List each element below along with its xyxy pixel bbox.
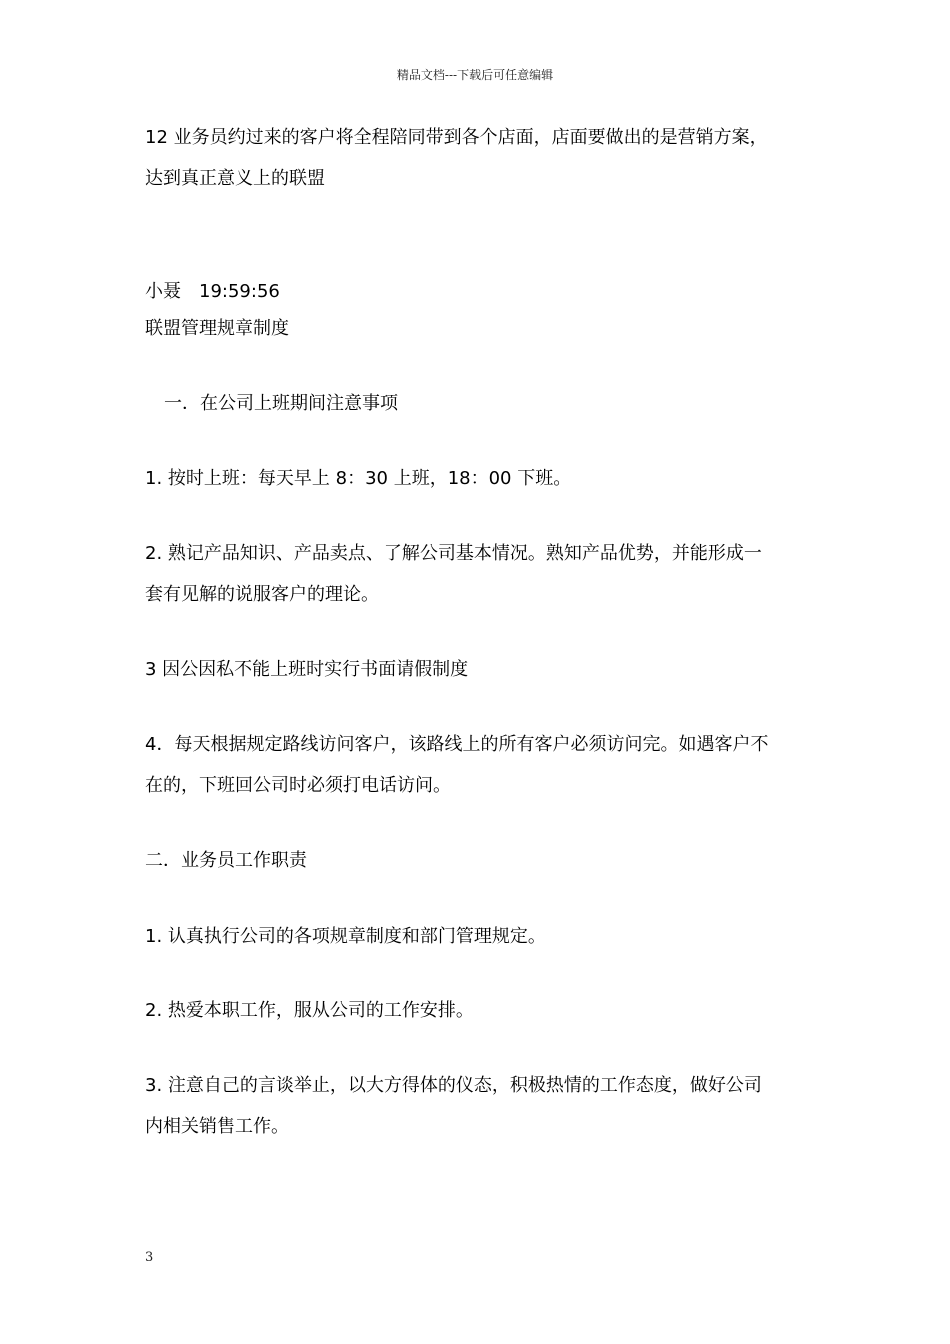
section-1-item-4-line-1: 4．每天根据规定路线访问客户，该路线上的所有客户必须访问完。如遇客户不 (145, 734, 769, 755)
section-1-item-2-line-2: 套有见解的说服客户的理论。 (145, 584, 379, 605)
author-name: 小聂 (145, 281, 181, 302)
section-2-item-1: 1. 认真执行公司的各项规章制度和部门管理规定。 (145, 926, 546, 947)
section-2-item-2: 2. 热爱本职工作，服从公司的工作安排。 (145, 1000, 474, 1021)
page-number: 3 (145, 1250, 154, 1265)
chat-timestamp-line (145, 281, 815, 303)
section-1-item-2-line-1: 2. 熟记产品知识、产品卖点、了解公司基本情况。熟知产品优势，并能形成一 (145, 543, 762, 564)
page-header: 精品文档---下载后可任意编辑 (396, 68, 554, 82)
section-2-item-3-line-1: 3. 注意自己的言谈举止，以大方得体的仪态，积极热情的工作态度，做好公司 (145, 1075, 762, 1096)
section-2-item-3-line-2: 内相关销售工作。 (145, 1116, 289, 1137)
section-2-heading: 二．业务员工作职责 (145, 850, 307, 871)
item-12-line-1: 12 业务员约过来的客户将全程陪同带到各个店面，店面要做出的是营销方案， (145, 127, 768, 148)
timestamp: 19:59:56 (199, 281, 280, 302)
section-1-item-1: 1. 按时上班：每天早上 8：30 上班，18：00 下班。 (145, 468, 572, 489)
document-title: 联盟管理规章制度 (145, 318, 289, 339)
section-1-item-3: 3 因公因私不能上班时实行书面请假制度 (145, 659, 469, 680)
section-1-heading: 一．在公司上班期间注意事项 (164, 393, 398, 414)
section-1-item-4-line-2: 在的，下班回公司时必须打电话访问。 (145, 775, 451, 796)
item-12-line-2: 达到真正意义上的联盟 (145, 168, 325, 189)
